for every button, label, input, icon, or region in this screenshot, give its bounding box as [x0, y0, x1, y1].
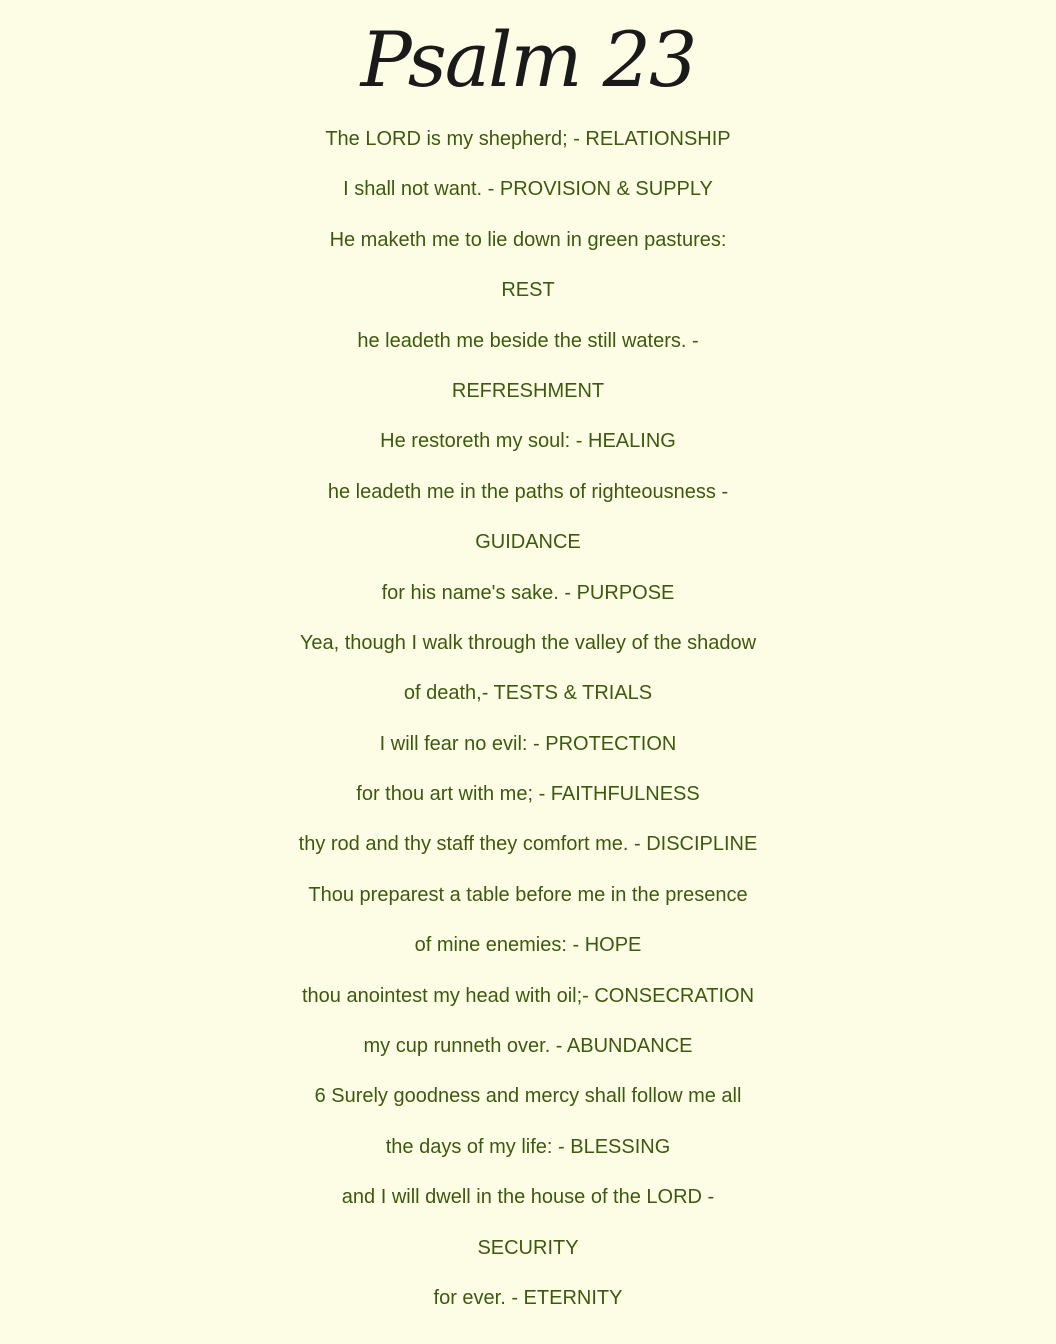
verse-line: REST — [501, 279, 555, 302]
verse-line: of death,- TESTS & TRIALS — [403, 682, 653, 705]
verse-line: He maketh me to lie down in green pastures: — [329, 228, 727, 251]
verse-line: GUIDANCE — [475, 531, 581, 554]
verse-line: he leadeth me in the paths of righteousness - — [327, 480, 729, 503]
verse-line: for thou art with me; - FAITHFULNESS — [356, 783, 700, 806]
verse-line: The LORD is my shepherd; - RELATIONSHIP — [325, 128, 731, 150]
verse-line: he leadeth me beside the still waters. - — [357, 329, 699, 352]
page-title: Psalm 23 — [360, 15, 696, 104]
verse-line: of mine enemies: - HOPE — [414, 934, 642, 957]
verse-line: thou anointest my head with oil;- CONSECRATION — [301, 984, 755, 1007]
verse-line: SECURITY — [477, 1236, 579, 1259]
verse-line: I shall not want. - PROVISION & SUPPLY — [343, 178, 713, 201]
verse-line: REFRESHMENT — [451, 379, 605, 402]
verse-line: the days of my life: - BLESSING — [385, 1135, 671, 1158]
verse-line: He restoreth my soul: - HEALING — [380, 430, 676, 453]
verse-line: for ever. - ETERNITY — [433, 1286, 623, 1309]
verse-line: Yea, though I walk through the valley of the shadow — [299, 631, 757, 654]
verse-line: thy rod and thy staff they comfort me. - DISCIPLINE — [298, 833, 758, 856]
verse-line: I will fear no evil: - PROTECTION — [379, 732, 677, 755]
verse-list — [0, 114, 1056, 1323]
verse-line: Thou preparest a table before me in the presence — [308, 883, 748, 906]
verse-line: for his name's sake. - PURPOSE — [381, 581, 675, 604]
verse-line: 6 Surely goodness and mercy shall follow me all — [314, 1085, 742, 1108]
verse-line: my cup runneth over. - ABUNDANCE — [363, 1035, 693, 1058]
verse-line: and I will dwell in the house of the LORD - — [341, 1186, 715, 1209]
